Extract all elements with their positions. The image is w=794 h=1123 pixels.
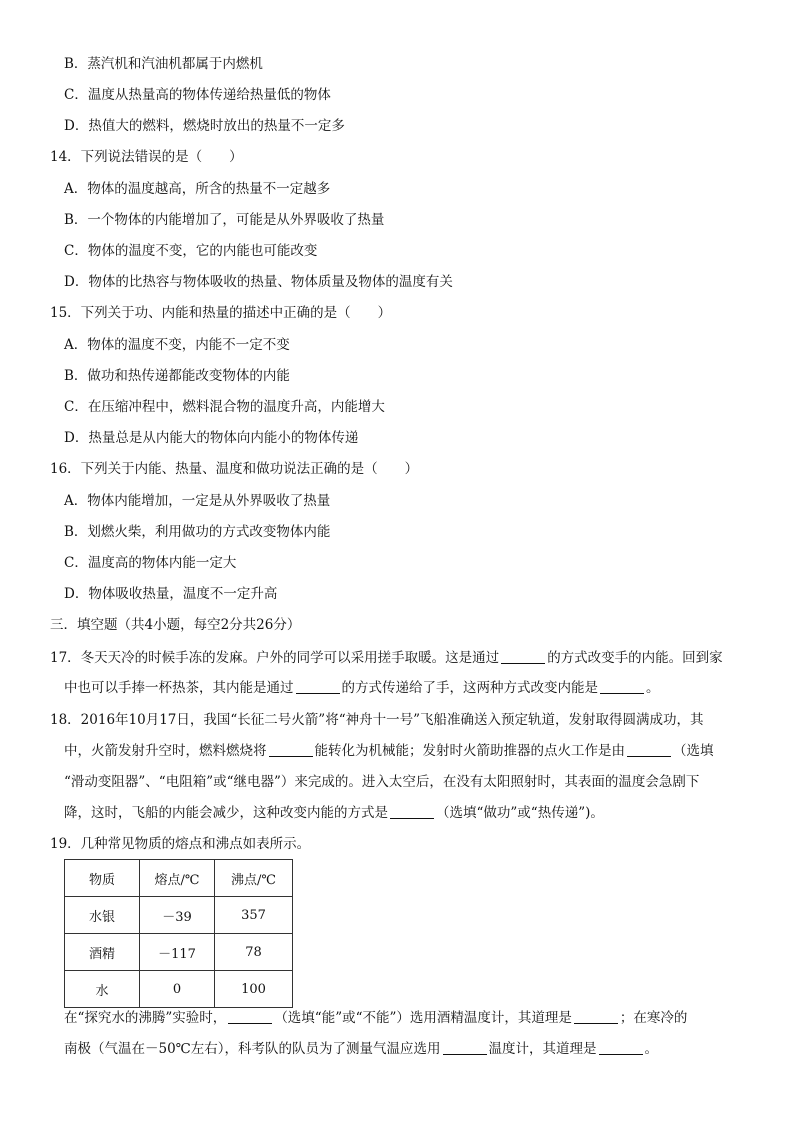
q13-option-c: C．温度从热量高的物体传递给热量低的物体 bbox=[64, 87, 331, 103]
q18-text: （选填“做功”或“热传递”)。 bbox=[436, 805, 604, 821]
q13-option-b: B．蒸汽机和汽油机都属于内燃机 bbox=[64, 56, 263, 72]
q15-option-a: A．物体的温度不变，内能不一定不变 bbox=[64, 337, 290, 353]
answer-blank[interactable] bbox=[599, 1040, 643, 1055]
answer-blank[interactable] bbox=[390, 804, 434, 819]
table-row bbox=[65, 934, 293, 971]
q15-option-c: C．在压缩冲程中，燃料混合物的温度升高，内能增大 bbox=[64, 399, 385, 415]
q16-stem: 16．下列关于内能、热量、温度和做功说法正确的是（ ） bbox=[50, 461, 419, 477]
q19-line-2 bbox=[64, 1039, 658, 1059]
q16-option-b: B．划燃火柴，利用做功的方式改变物体内能 bbox=[64, 524, 331, 540]
q18-text: 能转化为机械能；发射时火箭助推器的点火工作是由 bbox=[314, 743, 625, 759]
q15-option-d: D．热量总是从内能大的物体向内能小的物体传递 bbox=[64, 430, 359, 446]
q19-line-1 bbox=[64, 1008, 687, 1028]
answer-blank[interactable] bbox=[600, 679, 644, 694]
q19-text: 。 bbox=[644, 1041, 659, 1057]
q16-option-c: C．温度高的物体内能一定大 bbox=[64, 555, 237, 571]
q18-line-1: 18．2016年10月17日，我国“长征二号火箭”将“神舟十一号”飞船准确送入预定轨道，发射取得圆满成功，其 bbox=[50, 712, 704, 728]
q14-option-a: A．物体的温度越高，所含的热量不一定越多 bbox=[64, 181, 331, 197]
table-row bbox=[65, 971, 293, 1008]
answer-blank[interactable] bbox=[228, 1009, 272, 1024]
q18-text: 中，火箭发射升空时，燃料燃烧将 bbox=[64, 743, 267, 759]
q17-line-2 bbox=[64, 678, 660, 698]
answer-blank[interactable] bbox=[443, 1040, 487, 1055]
table-cell: －39 bbox=[140, 897, 215, 934]
q19-text: 南极（气温在－50℃左右），科考队的队员为了测量气温应选用 bbox=[64, 1041, 441, 1057]
table-cell: 酒精 bbox=[65, 934, 140, 971]
table-header: 熔点/℃ bbox=[140, 860, 215, 897]
q13-option-d: D．热值大的燃料，燃烧时放出的热量不一定多 bbox=[64, 118, 345, 134]
q19-text: 温度计，其道理是 bbox=[488, 1041, 597, 1057]
q17-text: 的方式传递给了手，这两种方式改变内能是 bbox=[341, 680, 598, 696]
q14-option-b: B．一个物体的内能增加了，可能是从外界吸收了热量 bbox=[64, 212, 385, 228]
q17-line-1 bbox=[50, 648, 723, 668]
table-cell: 100 bbox=[215, 971, 293, 1008]
table-cell: 0 bbox=[140, 971, 215, 1008]
answer-blank[interactable] bbox=[296, 679, 340, 694]
table-cell: －117 bbox=[140, 934, 215, 971]
table-header: 物质 bbox=[65, 860, 140, 897]
melting-boiling-table bbox=[64, 859, 293, 1008]
q18-text: （选填 bbox=[673, 743, 714, 759]
q16-option-d: D．物体吸收热量，温度不一定升高 bbox=[64, 586, 278, 602]
table-header: 沸点/℃ bbox=[215, 860, 293, 897]
table-cell: 357 bbox=[215, 897, 293, 934]
table-cell: 水银 bbox=[65, 897, 140, 934]
answer-blank[interactable] bbox=[269, 742, 313, 757]
q14-option-c: C．物体的温度不变，它的内能也可能改变 bbox=[64, 243, 318, 259]
q16-option-a: A．物体内能增加，一定是从外界吸收了热量 bbox=[64, 493, 331, 509]
q19-stem: 19．几种常见物质的熔点和沸点如表所示。 bbox=[50, 836, 311, 852]
table-cell: 78 bbox=[215, 934, 293, 971]
q14-stem: 14．下列说法错误的是（ ） bbox=[50, 149, 243, 165]
answer-blank[interactable] bbox=[574, 1009, 618, 1024]
table-cell: 水 bbox=[65, 971, 140, 1008]
table-header-row bbox=[65, 860, 293, 897]
table-row bbox=[65, 897, 293, 934]
section-heading: 三．填空题（共4小题，每空2分共26分） bbox=[50, 617, 301, 633]
q18-text: 降，这时，飞船的内能会减少，这种改变内能的方式是 bbox=[64, 805, 388, 821]
answer-blank[interactable] bbox=[627, 742, 671, 757]
q15-option-b: B．做功和热传递都能改变物体的内能 bbox=[64, 368, 290, 384]
q19-text: ；在寒冷的 bbox=[619, 1010, 688, 1026]
q17-text: 中也可以手捧一杯热茶，其内能是通过 bbox=[64, 680, 294, 696]
q19-text: 在“探究水的沸腾”实验时， bbox=[64, 1010, 227, 1026]
q17-text: 的方式改变手的内能。回到家 bbox=[547, 650, 723, 666]
q17-text: 。 bbox=[646, 680, 660, 696]
q17-text: 17．冬天天冷的时候手冻的发麻。户外的同学可以采用搓手取暖。这是通过 bbox=[50, 650, 500, 666]
q18-line-4 bbox=[64, 803, 604, 823]
q18-line-2 bbox=[64, 741, 714, 761]
answer-blank[interactable] bbox=[501, 649, 545, 664]
q18-line-3: “滑动变阻器”、“电阻箱”或“继电器”）来完成的。进入太空后，在没有太阳照射时，其表面的温度会急剧下 bbox=[64, 774, 700, 790]
q14-option-d: D．物体的比热容与物体吸收的热量、物体质量及物体的温度有关 bbox=[64, 274, 453, 290]
q19-text: （选填“能”或“不能”）选用酒精温度计，其道理是 bbox=[274, 1010, 572, 1026]
q15-stem: 15．下列关于功、内能和热量的描述中正确的是（ ） bbox=[50, 305, 392, 321]
